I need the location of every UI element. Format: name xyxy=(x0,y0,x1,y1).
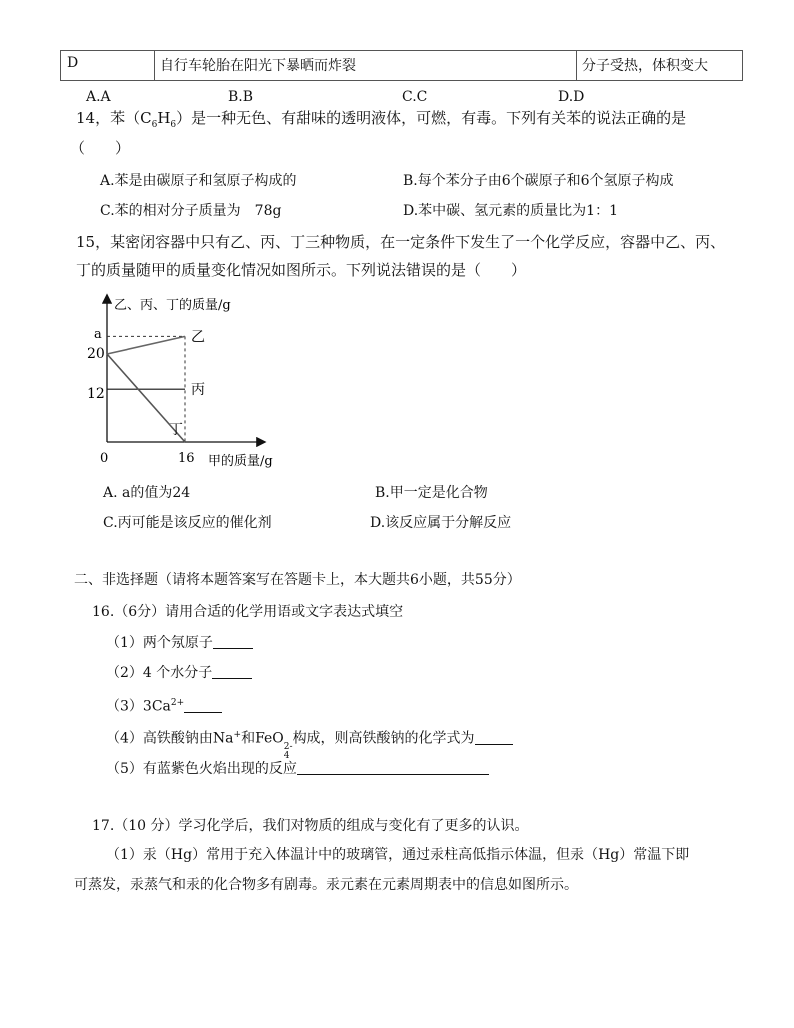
q15-stem-line2: 丁的质量随甲的质量变化情况如图所示。下列说法错误的是（ ） xyxy=(76,261,527,279)
series-label-0: 乙 xyxy=(191,329,205,346)
q13-option-a[interactable]: A.A xyxy=(86,89,111,105)
q14-stem: 14，苯$(C_6H_6)$是一种无色、有甜味的透明液体，可燃，有毒。下列有关苯的说法正确的是 xyxy=(76,109,687,130)
table-cell-phenomenon: 自行车轮胎在阳光下暴晒而炸裂 xyxy=(154,51,577,80)
q14-option-a[interactable]: A.苯是由碳原子和氢原子构成的 xyxy=(100,173,297,189)
series-line-0 xyxy=(107,336,185,354)
x-tick-0: 0 xyxy=(100,451,109,466)
q14-answer-paren: （ ） xyxy=(70,139,131,157)
section-2-title: 二、非选择题（请将本题答案写在答题卡上，本大题共6小题，共55分） xyxy=(74,572,521,588)
q16-item-2: （2）4 个水分子 xyxy=(106,664,252,682)
q16-item-4: （4）高铁酸钠由Na+和FeO 2- 4 构成，则高铁酸钠的化学式为 xyxy=(106,726,513,761)
y-tick-a: a xyxy=(94,327,102,342)
q13-option-d[interactable]: D.D xyxy=(558,89,585,105)
q14-option-c[interactable]: C.苯的相对分子质量为 78g xyxy=(100,203,282,219)
series-label-2: 丁 xyxy=(169,422,183,438)
answer-blank-5[interactable] xyxy=(297,760,489,775)
y-tick-20: 20 xyxy=(87,346,105,362)
feo4-indices: 2- 4 xyxy=(283,741,293,761)
q17-paragraph-line1: （1）汞（Hg）常用于充入体温计中的玻璃管，通过汞柱高低指示体温，但汞（Hg）常温下即 xyxy=(106,847,690,863)
q16-title: 16.（6分）请用合适的化学用语或文字表达式填空 xyxy=(92,604,404,620)
q17-title: 17.（10 分）学习化学后，我们对物质的组成与变化有了更多的认识。 xyxy=(92,818,529,834)
q13-option-c[interactable]: C.C xyxy=(402,89,428,105)
q15-option-a[interactable]: A. a的值为24 xyxy=(103,485,191,501)
q15-option-c[interactable]: C.丙可能是该反应的催化剂 xyxy=(103,515,272,531)
q17-paragraph-line2: 可蒸发，汞蒸气和汞的化合物多有剧毒。汞元素在元素周期表中的信息如图所示。 xyxy=(74,877,578,893)
q14-option-b[interactable]: B.每个苯分子由6个碳原子和6个氢原子构成 xyxy=(403,173,674,189)
answer-blank-1[interactable] xyxy=(213,634,253,649)
q16-item-3: $(3)3Ca^{2+}$ xyxy=(106,694,222,716)
q16-item-1: （1）两个氖原子 xyxy=(106,634,253,652)
series-label-1: 丙 xyxy=(191,382,205,399)
q15-option-d[interactable]: D.该反应属于分解反应 xyxy=(370,515,512,531)
q13-option-b[interactable]: B.B xyxy=(228,89,254,105)
y-tick-12: 12 xyxy=(87,386,105,402)
mass-chart xyxy=(80,290,290,475)
x-tick-16: 16 xyxy=(178,451,195,466)
answer-table-row xyxy=(60,50,743,81)
answer-blank-2[interactable] xyxy=(212,664,252,679)
q16-item-5: （5）有蓝紫色火焰出现的反应 xyxy=(106,760,489,778)
answer-blank-4[interactable] xyxy=(475,730,513,745)
answer-blank-3[interactable] xyxy=(184,698,222,713)
table-cell-option: D xyxy=(61,51,155,80)
table-cell-explanation: 分子受热，体积变大 xyxy=(582,58,708,74)
q15-stem-line1: 15，某密闭容器中只有乙、丙、丁三种物质，在一定条件下发生了一个化学反应，容器中乙、丙、 xyxy=(76,233,726,251)
y-axis-label: 乙、丙、丁的质量/g xyxy=(114,298,231,313)
x-axis-label: 甲的质量/g xyxy=(208,454,273,469)
q14-option-d[interactable]: D.苯中碳、氢元素的质量比为1：1 xyxy=(403,203,618,219)
q15-option-b[interactable]: B.甲一定是化合物 xyxy=(375,485,488,501)
